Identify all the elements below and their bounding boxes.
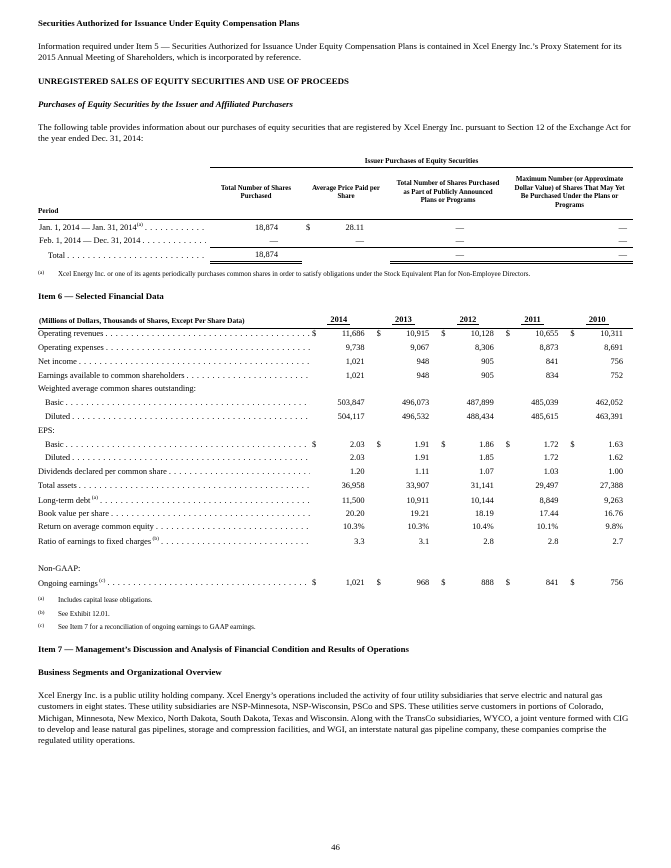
currency-symbol: $ (312, 439, 317, 449)
page-number: 46 (331, 842, 340, 852)
issuer-table-header-row (38, 168, 633, 220)
paragraph-purchases-intro: The following table provides information about our purchases of equity securities that are registered by Xcel Energy Inc. pursuant to Section 12 of the Exchange Act for the year ended Dec. 31, 2014: (38, 121, 631, 143)
financial-row-label: Basic . . . (38, 440, 310, 454)
financial-value-cell: 8,849 (539, 495, 559, 505)
heading-item7: Item 7 — Management’s Discussion and Analysis of Financial Condition and Results of Operations (38, 643, 409, 654)
heading-purchases-of-equity: Purchases of Equity Securities by the Issuer and Affiliated Purchasers (38, 98, 293, 109)
period-cell (38, 234, 210, 248)
issuer-table-title-row (38, 156, 633, 168)
year-header-2010: 2010 (568, 314, 633, 329)
financial-value-cell: 1.11 (414, 467, 430, 477)
currency-symbol: $ (376, 329, 381, 339)
financial-row-label: Operating expenses . . . (38, 343, 310, 357)
col-header-maximum-number: Maximum Number (or Approximate Dollar Value) of Shares That May Yet Be Purchased Under the Plans or Programs (506, 168, 633, 220)
financial-value-cell: 3.3 (354, 536, 365, 546)
financial-value-cell: 485,615 (531, 411, 559, 421)
financial-value-cell: 9,738 (345, 342, 365, 352)
financial-row-label: Return on average common equity . . . (38, 522, 310, 536)
financial-value-cell: 905 (481, 370, 494, 380)
financial-value-cell: 1.72 (543, 453, 559, 463)
paragraph-securities-authorized: Information required under Item 5 — Securities Authorized for Issuance Under Equity Compensation Plans is contained in Xcel Energy Inc.’s Proxy Statement for its 2015 Annual Meeting of Shareholders, which is incorporated by reference. (38, 41, 622, 63)
financial-value-cell: 487,899 (466, 398, 494, 408)
shares-cell: — (269, 235, 278, 245)
financial-value-cell: 503,847 (337, 398, 365, 408)
price-cell (302, 247, 390, 262)
dot-leader (145, 223, 206, 232)
footnote (38, 623, 633, 632)
heading-securities-authorized: Securities Authorized for Issuance Under Equity Compensation Plans (38, 18, 300, 28)
currency-symbol: $ (441, 439, 446, 449)
financial-value-cell: 2.03 (349, 453, 365, 463)
financial-value-cell: $ 841 (505, 578, 559, 588)
financial-value-cell: 496,532 (401, 411, 430, 421)
currency-symbol: $ (312, 329, 317, 339)
financial-value-cell: 496,073 (401, 398, 430, 408)
financial-value-cell: $ 1,021 (312, 578, 365, 588)
financial-value-cell: $ 11,686 (312, 329, 365, 339)
financial-data-table (38, 314, 633, 591)
financial-row-label: Book value per share . . . (38, 509, 310, 523)
maximum-number-cell: — (506, 247, 633, 262)
financial-value-cell: 33,907 (406, 480, 430, 490)
financial-value-cell: 948 (416, 370, 430, 380)
financial-row-label: Ratio of earnings to fixed charges $^{(b)}$ . . . (38, 536, 310, 550)
financial-value-cell: 11,500 (341, 495, 365, 505)
financial-value-cell: $ 10,915 (376, 329, 430, 339)
footnote-ref: (a) (136, 222, 143, 229)
financial-value-cell: $ 968 (376, 578, 430, 588)
financial-value-cell: 8,873 (539, 342, 559, 352)
financial-value-cell: $ 756 (570, 578, 623, 588)
currency-symbol: $ (570, 578, 575, 588)
financial-table-body (38, 329, 633, 592)
currency-symbol: $ (505, 578, 510, 588)
financial-value-cell: 8,306 (474, 342, 494, 352)
financial-value-cell: 841 (545, 356, 559, 366)
currency-symbol: $ (441, 329, 446, 339)
financial-value-cell: 1,021 (345, 370, 365, 380)
financial-row-label (38, 550, 633, 564)
financial-value-cell: 10.1% (536, 522, 559, 532)
financial-value-cell: 8,691 (604, 342, 623, 352)
financial-footnotes (38, 596, 633, 632)
currency-symbol: $ (505, 439, 510, 449)
financial-data-row (38, 509, 633, 523)
financial-row-label: Diluted . . . (38, 412, 310, 426)
issuer-table-title: Issuer Purchases of Equity Securities (210, 156, 633, 168)
financial-value-cell: $ 10,655 (505, 329, 559, 339)
financial-value-cell: 1.62 (608, 453, 623, 463)
financial-value-cell: 504,117 (337, 411, 365, 421)
financial-value-cell: 10,911 (406, 495, 430, 505)
year-header-2011: 2011 (504, 314, 569, 329)
dot-leader (105, 329, 310, 338)
year-header-2013: 2013 (375, 314, 440, 329)
col-header-average-price: Average Price Paid per Share (302, 168, 390, 220)
shares-cell: 18,874 (254, 222, 278, 232)
financial-value-cell: 948 (416, 356, 430, 366)
dot-leader (111, 509, 310, 518)
financial-value-cell: 1,021 (345, 356, 365, 366)
footnote-marker: (c) (38, 622, 45, 629)
financial-row-label: Weighted average common shares outstanding: (38, 384, 196, 394)
shares-cell: 18,874 (210, 247, 302, 262)
financial-row-label: Non-GAAP: (38, 563, 81, 573)
period-label: Total (48, 251, 66, 261)
financial-row-label: Total assets . . . (38, 481, 310, 495)
dot-leader (79, 481, 310, 490)
currency-symbol: $ (376, 578, 381, 588)
financial-table-header-row (38, 314, 633, 329)
financial-value-cell: 19.21 (410, 508, 430, 518)
year-header-2014: 2014 (310, 314, 375, 329)
financial-value-cell: 29,497 (535, 480, 559, 490)
financial-value-cell: 834 (545, 370, 559, 380)
footnote-marker: (a) (38, 269, 45, 276)
financial-spacer-row (38, 550, 633, 564)
footnote (38, 270, 633, 279)
footnote-ref: (c) (97, 577, 106, 584)
financial-value-cell: 1.85 (479, 453, 494, 463)
issuer-row-total (38, 247, 633, 262)
financial-value-cell: 1.00 (608, 467, 623, 477)
financial-value-cell: $ 1.72 (505, 439, 559, 449)
financial-value-cell: 27,388 (599, 480, 623, 490)
financial-row-label: Long-term debt $^{(a)}$ . . . (38, 495, 310, 509)
dot-leader (72, 453, 310, 462)
financial-value-cell: 10,144 (470, 495, 494, 505)
dot-leader (106, 343, 310, 352)
period-cell (38, 220, 210, 234)
footnote-marker: (a) (38, 596, 45, 603)
spacer-cell (38, 156, 210, 168)
col-header-total-shares: Total Number of Shares Purchased (210, 168, 302, 220)
financial-value-cell: 2.7 (612, 536, 623, 546)
period-label: Feb. 1, 2014 — Dec. 31, 2014 (39, 236, 141, 246)
financial-value-cell: 1.03 (543, 467, 559, 477)
financial-value-cell: 36,958 (341, 480, 365, 490)
price-cell: — (355, 235, 364, 245)
footnote-ref: (b) (151, 536, 160, 543)
financial-value-cell: 31,141 (470, 480, 494, 490)
financial-row-label: Basic . . . (38, 398, 310, 412)
maximum-number-cell: — (618, 222, 628, 232)
dot-leader (142, 236, 206, 245)
financial-data-row (38, 329, 633, 343)
price-cell: $ 28.11 (306, 222, 364, 232)
dot-leader (79, 357, 310, 366)
dot-leader (100, 496, 310, 505)
financial-value-cell: 485,039 (531, 398, 559, 408)
col-header-period: Period (38, 168, 210, 220)
financial-section-row (38, 384, 633, 398)
financial-data-row (38, 371, 633, 385)
issuer-row-february-december (38, 234, 633, 248)
financial-value-cell: 905 (481, 356, 494, 366)
financial-value-cell: 16.76 (604, 508, 623, 518)
financial-value-cell: 2.8 (547, 536, 559, 546)
financial-row-label: Operating revenues . . . (38, 329, 310, 343)
financial-row-label: Dividends declared per common share . . . (38, 467, 310, 481)
financial-value-cell: 462,052 (595, 398, 623, 408)
financial-value-cell: $ 10,311 (570, 329, 623, 339)
financial-value-cell: 752 (610, 370, 623, 380)
currency-symbol: $ (570, 439, 575, 449)
dot-leader (66, 440, 310, 449)
footnote-text: Includes capital lease obligations. (58, 596, 153, 605)
financial-data-row (38, 481, 633, 495)
financial-value-cell: 1.20 (349, 467, 365, 477)
financial-value-cell: 9.8% (605, 522, 623, 532)
financial-value-cell: 20.20 (345, 508, 365, 518)
financial-data-row (38, 495, 633, 509)
financial-value-cell: 10.3% (342, 522, 365, 532)
financial-value-cell: 10.4% (472, 522, 494, 532)
financial-value-cell: 1.07 (479, 467, 494, 477)
footnote-text: Xcel Energy Inc. or one of its agents periodically purchases common shares in order to satisfy obligations under the Stock Equivalent Plan for Non-Employee Directors. (58, 269, 531, 278)
financial-data-row (38, 440, 633, 454)
financial-value-cell: $ 10,128 (441, 329, 494, 339)
financial-value-cell: 488,434 (466, 411, 494, 421)
announced-plans-cell: — (390, 247, 506, 262)
issuer-table-footnotes (38, 270, 633, 279)
financial-section-row (38, 426, 633, 440)
financial-value-cell: $ 1.91 (376, 439, 430, 449)
financial-value-cell: $ 888 (441, 578, 494, 588)
financial-data-row (38, 522, 633, 536)
dot-leader (107, 578, 310, 587)
dot-leader (66, 398, 310, 407)
financial-value-cell: 2.8 (483, 536, 494, 546)
footnote-text: See Exhibit 12.01. (58, 609, 110, 618)
currency-symbol: $ (306, 222, 311, 232)
financial-value-cell: $ 1.63 (570, 439, 623, 449)
currency-symbol: $ (441, 578, 446, 588)
heading-item6: Item 6 — Selected Financial Data (38, 291, 164, 302)
financial-value-cell: 463,391 (595, 411, 623, 421)
financial-row-label: Diluted . . . (38, 453, 310, 467)
financial-row-label: Earnings available to common shareholders . . . (38, 371, 310, 385)
footnote (38, 596, 633, 605)
currency-symbol: $ (312, 578, 317, 588)
financial-data-row (38, 578, 633, 592)
footnote (38, 610, 633, 619)
financial-value-cell: 1.91 (414, 453, 430, 463)
financial-row-label: Net income . . . (38, 357, 310, 371)
currency-symbol: $ (505, 329, 510, 339)
financial-row-label: Ongoing earnings $^{(c)}$ . . . (38, 578, 310, 592)
issuer-purchases-table (38, 156, 633, 264)
financial-data-row (38, 357, 633, 371)
maximum-number-cell: — (618, 235, 628, 245)
paragraph-business-overview: Xcel Energy Inc. is a public utility holding company. Xcel Energy’s operations included the activity of four utility subsidiaries that serve electric and natural gas customers in eight states. These utility subsidiaries are NSP-Minnesota, NSP-Wisconsin, PSCo and SPS. These utilities serve customers in portions of Colorado, Michigan, Minnesota, New Mexico, North Dakota, South Dakota, Texas and Wisconsin. Along with the TransCo subsidiaries, WYCO, a joint venture formed with CIG to develop and lease natural gas pipelines, storage and compression facilities, and WGI, an interstate natural gas pipeline company, these companies comprise the regulated utility operations. (38, 689, 629, 746)
financial-data-row (38, 453, 633, 467)
footnote-ref: (a) (90, 494, 98, 501)
financial-data-row (38, 343, 633, 357)
financial-value-cell: 3.1 (418, 536, 430, 546)
financial-value-cell: 756 (610, 356, 623, 366)
financial-data-row (38, 467, 633, 481)
financial-value-cell: $ 1.86 (441, 439, 494, 449)
currency-symbol: $ (376, 439, 381, 449)
year-header-2012: 2012 (439, 314, 504, 329)
financial-value-cell: 18.19 (474, 508, 494, 518)
financial-value-cell: 9,263 (604, 495, 623, 505)
financial-data-row (38, 536, 633, 550)
financial-table-caption: (Millions of Dollars, Thousands of Shares, Except Per Share Data) (38, 314, 310, 329)
dot-leader (72, 412, 310, 421)
footnote-marker: (b) (38, 609, 45, 616)
issuer-row-january (38, 220, 633, 234)
financial-row-label: EPS: (38, 425, 55, 435)
financial-section-row (38, 564, 633, 578)
announced-plans-cell: — (455, 235, 464, 245)
financial-value-cell: $ 2.03 (312, 439, 365, 449)
financial-value-cell: 9,067 (410, 342, 430, 352)
currency-symbol: $ (570, 329, 575, 339)
col-header-announced-plans: Total Number of Shares Purchased as Part of Publicly Announced Plans or Programs (390, 168, 506, 220)
dot-leader (169, 467, 310, 476)
dot-leader (156, 522, 310, 531)
financial-value-cell: 17.44 (539, 508, 559, 518)
financial-data-row (38, 398, 633, 412)
heading-unregistered-sales: UNREGISTERED SALES OF EQUITY SECURITIES AND USE OF PROCEEDS (38, 75, 349, 86)
dot-leader (67, 251, 206, 260)
announced-plans-cell: — (455, 222, 464, 232)
financial-value-cell: 10.3% (407, 522, 430, 532)
financial-data-row (38, 412, 633, 426)
heading-business-segments: Business Segments and Organizational Overview (38, 666, 222, 677)
dot-leader (187, 371, 310, 380)
period-label: Jan. 1, 2014 — Jan. 31, 2014 (39, 222, 137, 232)
period-cell (38, 247, 210, 262)
dot-leader (161, 537, 310, 546)
footnote-text: See Item 7 for a reconciliation of ongoing earnings to GAAP earnings. (58, 622, 256, 631)
